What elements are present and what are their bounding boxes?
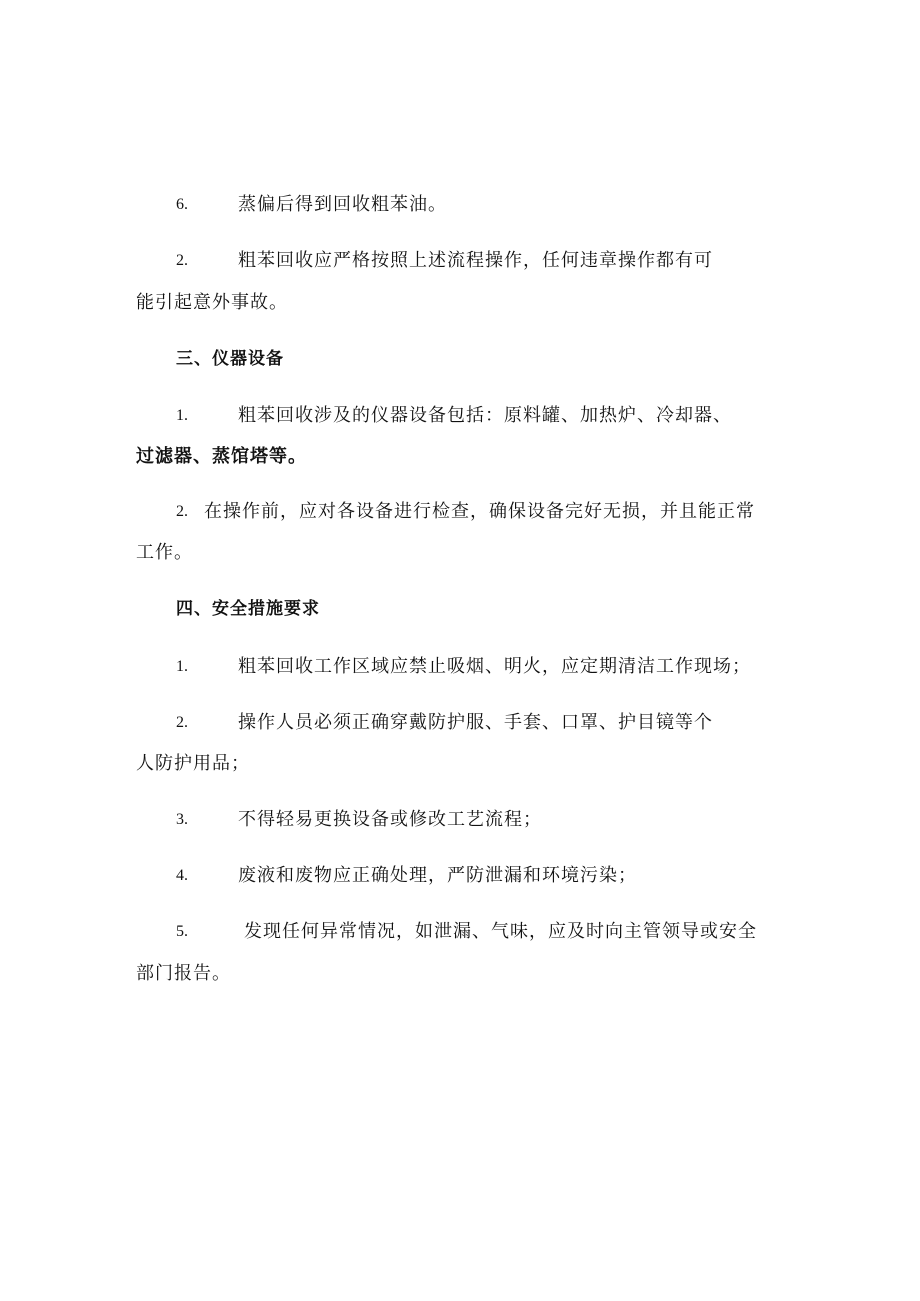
list-number: 6. [176,196,188,213]
list-number: 3. [176,811,188,828]
list-item-text-continued: 人防护用品； [136,753,250,774]
list-number: 5. [176,923,188,940]
list-item-text-continued: 工作。 [136,542,193,563]
list-number: 4. [176,867,188,884]
list-item-text-continued: 过滤器、蒸馆塔等。 [136,446,307,467]
list-number: 2. [176,503,188,520]
list-item-text: 发现任何异常情况，如泄漏、气味，应及时向主管领导或安全 [244,921,757,942]
list-item-text: 粗苯回收工作区域应禁止吸烟、明火，应定期清洁工作现场； [238,656,751,677]
section-heading: 三、仪器设备 [176,349,284,369]
list-item-text: 粗苯回收涉及的仪器设备包括：原料罐、加热炉、冷却器、 [238,405,732,426]
list-item-text: 粗苯回收应严格按照上述流程操作，任何违章操作都有可 [238,250,713,271]
list-number: 2. [176,714,188,731]
section-heading: 四、安全措施要求 [176,599,320,619]
list-item-text-continued: 部门报告。 [136,963,231,984]
list-item-text: 不得轻易更换设备或修改工艺流程； [238,809,542,830]
list-item-text: 操作人员必须正确穿戴防护服、手套、口罩、护目镜等个 [238,712,713,733]
list-item-text: 蒸偏后得到回收粗苯油。 [238,194,447,215]
list-item-text: 在操作前，应对各设备进行检查，确保设备完好无损，并且能正常 [204,501,755,522]
list-item-text-continued: 能引起意外事故。 [136,292,288,313]
list-item-text: 废液和废物应正确处理，严防泄漏和环境污染； [238,865,637,886]
list-number: 1. [176,407,188,424]
list-number: 1. [176,658,188,675]
list-number: 2. [176,252,188,269]
